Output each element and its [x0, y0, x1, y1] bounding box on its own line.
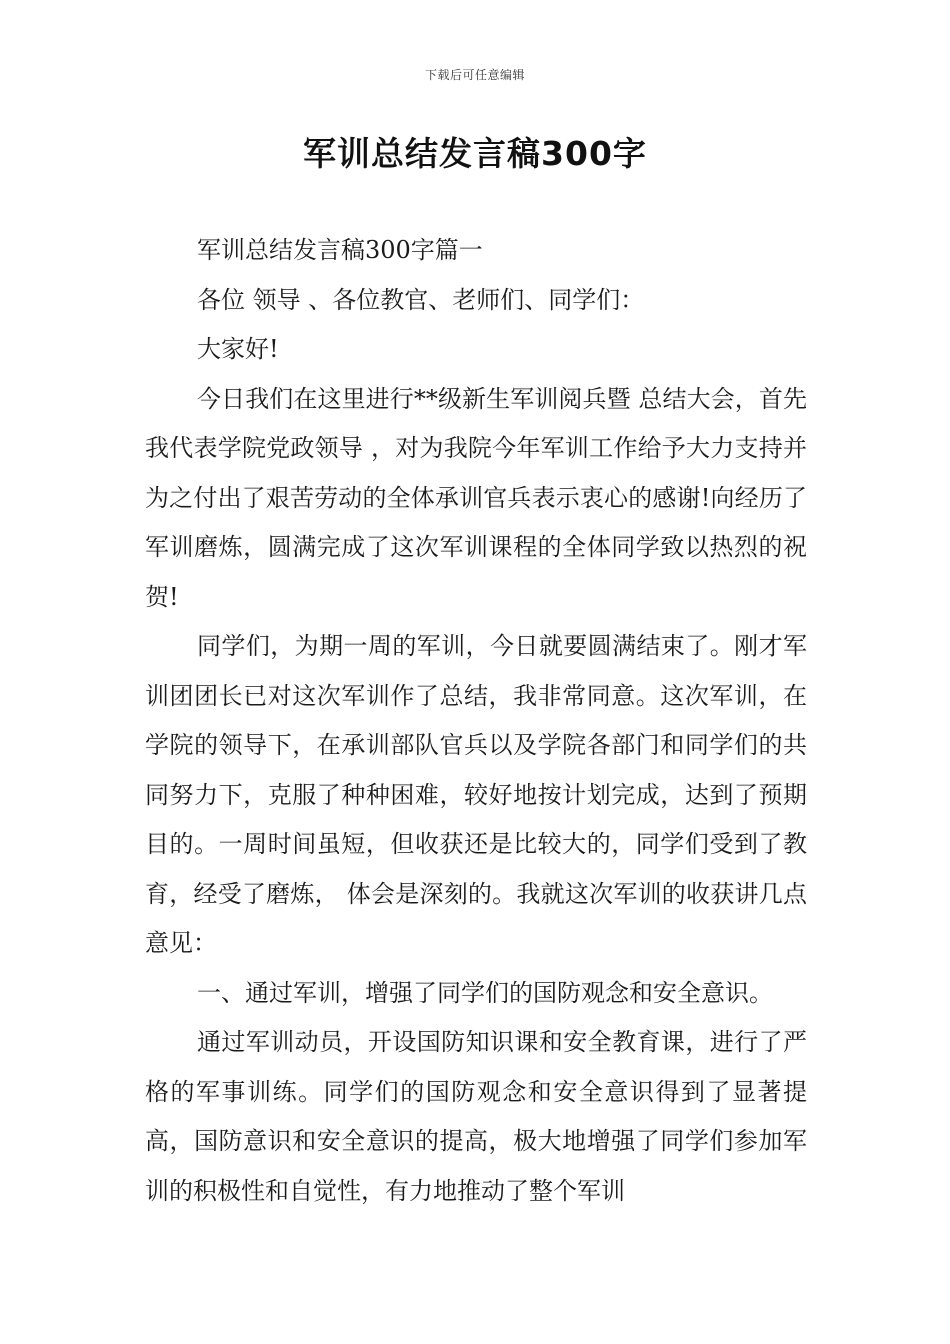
- section-heading: 军训总结发言稿300字篇一: [197, 236, 483, 264]
- document-body: [145, 226, 807, 1216]
- body-paragraph: 同学们，为期一周的军训，今日就要圆满结束了。刚才军训团团长已对这次军训作了总结，我非常同意。这次军训，在学院的领导下，在承训部队官兵以及学院各部门和同学们的共同努力下，克服了种种困难，较好地按计划完成，达到了预期目的。一周时间虽短，但收获还是比较大的，同学们受到了教育，经受了磨炼， 体会是深刻的。我就这次军训的收获讲几点意见：: [145, 632, 807, 957]
- salutation: 各位 领导 、各位教官、老师们、同学们：: [197, 285, 645, 314]
- document-title: 军训总结发言稿300字: [303, 134, 647, 173]
- header-note: 下载后可任意编辑: [424, 68, 525, 82]
- body-paragraph: 通过军训动员，开设国防知识课和安全教育课，进行了严格的军事训练。同学们的国防观念和安全意识得到了显著提高，国防意识和安全意识的提高，极大地增强了同学们参加军训的积极性和自觉性，有力地推动了整个军训: [145, 1028, 807, 1205]
- greeting: 大家好!: [197, 335, 279, 363]
- body-paragraph: 今日我们在这里进行**级新生军训阅兵暨 总结大会，首先我代表学院党政领导 ，对为我院今年军训工作给予大力支持并为之付出了艰苦劳动的全体承训官兵表示衷心的感谢!向经历了军训磨炼，圆满完成了这次军训课程的全体同学致以热烈的祝贺!: [145, 384, 807, 611]
- point-heading: 一、通过军训，增强了同学们的国防观念和安全意识。: [197, 978, 773, 1007]
